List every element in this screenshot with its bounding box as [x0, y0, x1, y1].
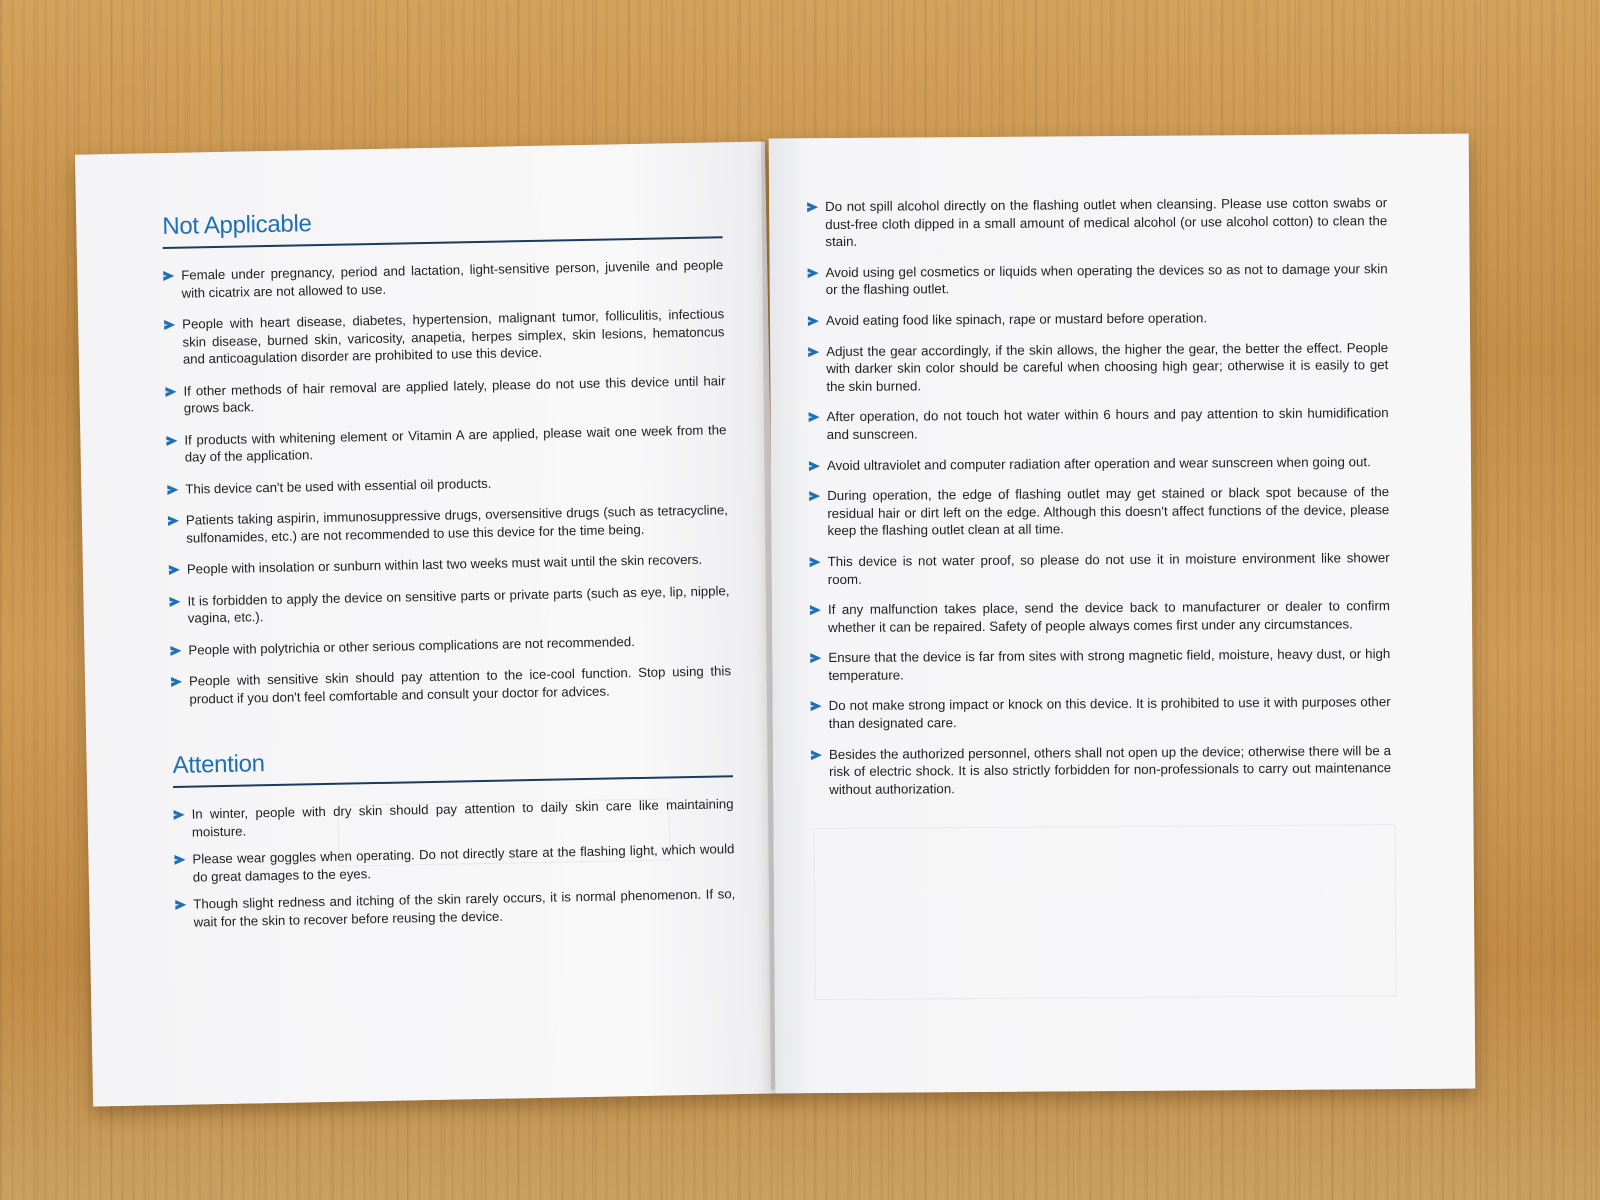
- arrow-bullet-icon: [164, 320, 175, 330]
- booklet-right-page: [769, 134, 1476, 1094]
- right-page-content: [807, 194, 1391, 811]
- arrow-bullet-icon: [808, 316, 819, 326]
- arrow-bullet-icon: [175, 900, 186, 910]
- list-item: [165, 372, 726, 418]
- list-item-text: People with polytrichia or other serious complications are not recommended.: [188, 633, 635, 658]
- list-item: [808, 339, 1388, 396]
- list-item: [169, 582, 730, 628]
- arrow-bullet-icon: [169, 565, 180, 575]
- list-item: [171, 662, 732, 708]
- arrow-bullet-icon: [810, 653, 821, 663]
- list-item-text: People with insolation or sunburn within last two weeks must wait until the skin recovers.: [186, 551, 703, 577]
- not-applicable-list: [163, 256, 731, 708]
- arrow-bullet-icon: [809, 412, 820, 422]
- list-item: [164, 305, 725, 368]
- list-item-text: During operation, the edge of flashing outlet may get stained or black spot because of the residual hair or dirt left on the edge. Although this doesn't affect functions of the device, please keep the flashing outlet clean at all time.: [827, 484, 1390, 539]
- list-item-text: If any malfunction takes place, send the device back to manufacturer or dealer to confirm whether it can be repaired. Safety of people always comes first under any circumstances.: [827, 598, 1391, 635]
- left-page-content: [162, 202, 736, 941]
- attention-section: [172, 741, 735, 931]
- list-item: [807, 194, 1387, 251]
- list-item-text: Female under pregnancy, period and lactation, light-sensitive person, juvenile and people with cicatrix are not allowed to use.: [181, 257, 724, 301]
- precautions-list: [807, 194, 1391, 798]
- list-item: [809, 404, 1389, 443]
- list-item: [809, 453, 1389, 475]
- not-applicable-section: [162, 202, 731, 708]
- arrow-bullet-icon: [809, 491, 820, 501]
- arrow-bullet-icon: [807, 202, 818, 212]
- list-item: [168, 501, 729, 547]
- list-item-text: It is forbidden to apply the device on sensitive parts or private parts (such as eye, lip, nipple, vagina, etc.).: [187, 582, 730, 626]
- list-item: [174, 840, 735, 886]
- list-item-text: Patients taking aspirin, immunosuppressive drugs, oversensitive drugs (such as tetracycline, sulfonamides, etc.) are not recommended to use this device for the time being.: [185, 502, 729, 546]
- list-item: [175, 885, 736, 931]
- list-item: [169, 550, 729, 578]
- list-item-text: Do not spill alcohol directly on the flashing outlet when cleansing. Please use cotton swabs or dust-free cloth dipped in a small amount of medical alcohol (or use alcohol cotton) to clean the stain.: [825, 195, 1388, 250]
- list-item: [173, 795, 734, 841]
- list-item: [810, 645, 1390, 684]
- arrow-bullet-icon: [163, 271, 174, 281]
- list-item-text: If products with whitening element or Vitamin A are applied, please wait one week from the day of the application.: [184, 421, 727, 465]
- arrow-bullet-icon: [167, 484, 178, 494]
- list-item-text: Avoid eating food like spinach, rape or mustard before operation.: [825, 310, 1208, 329]
- bleed-through-table: [813, 824, 1396, 1000]
- arrow-bullet-icon: [810, 557, 821, 567]
- booklet-left-page: [75, 141, 783, 1106]
- arrow-bullet-icon: [166, 435, 177, 445]
- arrow-bullet-icon: [168, 516, 179, 526]
- arrow-bullet-icon: [170, 645, 181, 655]
- list-item: [808, 308, 1388, 330]
- list-item-text: Ensure that the device is far from sites with strong magnetic field, moisture, heavy dust, or high temperature.: [828, 646, 1391, 683]
- arrow-bullet-icon: [808, 347, 819, 357]
- list-item: [809, 483, 1389, 540]
- list-item-text: People with heart disease, diabetes, hypertension, malignant tumor, folliculitis, infectious skin disease, burned skin, varicosity, anapetia, herpes simplex, skin lesions, hematoncus and anticoagulation disorder are prohibited to use this device.: [182, 306, 725, 367]
- arrow-bullet-icon: [165, 386, 176, 396]
- list-item: [166, 421, 727, 467]
- list-item-text: Avoid ultraviolet and computer radiation after operation and wear sunscreen when going out.: [826, 453, 1371, 473]
- arrow-bullet-icon: [174, 855, 185, 865]
- arrow-bullet-icon: [811, 750, 822, 760]
- list-item-text: Do not make strong impact or knock on this device. It is prohibited to use it with purposes other than designated care.: [828, 694, 1391, 732]
- arrow-bullet-icon: [809, 461, 820, 471]
- list-item: [808, 260, 1388, 299]
- arrow-bullet-icon: [810, 605, 821, 615]
- arrow-bullet-icon: [169, 596, 180, 606]
- list-item: [810, 549, 1390, 588]
- list-item: [811, 742, 1391, 799]
- list-item-text: Besides the authorized personnel, others shall not open up the device; otherwise there will be a risk of electric shock. It is also strictly forbidden for non-professionals to carry out maintenance without authorization.: [828, 742, 1392, 797]
- arrow-bullet-icon: [808, 268, 819, 278]
- list-item: [167, 470, 727, 498]
- list-item: [163, 256, 724, 302]
- list-item: [170, 631, 730, 659]
- list-item-text: Though slight redness and itching of the skin rarely occurs, it is normal phenomenon. If so, wait for the skin to recover before reusing the device.: [193, 886, 736, 930]
- list-item-text: In winter, people with dry skin should pay attention to daily skin care like maintaining moisture.: [191, 796, 734, 840]
- arrow-bullet-icon: [171, 677, 182, 687]
- list-item-text: This device is not water proof, so please do not use it in moisture environment like shower room.: [827, 550, 1390, 587]
- arrow-bullet-icon: [174, 810, 185, 820]
- attention-list: [173, 795, 735, 931]
- list-item-text: After operation, do not touch hot water within 6 hours and pay attention to skin humidification and sunscreen.: [826, 405, 1389, 442]
- list-item-text: Avoid using gel cosmetics or liquids when operating the devices so as not to damage your skin or the flashing outlet.: [825, 260, 1388, 298]
- list-item-text: Please wear goggles when operating. Do not directly stare at the flashing light, which would do great damages to the eyes.: [192, 841, 735, 885]
- list-item-text: This device can't be used with essential oil products.: [185, 475, 492, 497]
- list-item: [811, 694, 1391, 733]
- list-item-text: Adjust the gear accordingly, if the skin allows, the higher the gear, the better the effect. People with darker skin color should be careful when choosing high gear; otherwise it is easily to get the skin burned.: [826, 339, 1389, 394]
- attention-heading: Attention: [172, 750, 265, 779]
- list-item: [810, 597, 1390, 636]
- not-applicable-heading: Not Applicable: [162, 210, 312, 241]
- list-item-text: People with sensitive skin should pay attention to the ice-cool function. Stop using this product if you don't feel comfortable and consult your doctor for advices.: [188, 663, 732, 707]
- list-item-text: If other methods of hair removal are applied lately, please do not use this device until hair grows back.: [183, 372, 726, 416]
- arrow-bullet-icon: [811, 702, 822, 712]
